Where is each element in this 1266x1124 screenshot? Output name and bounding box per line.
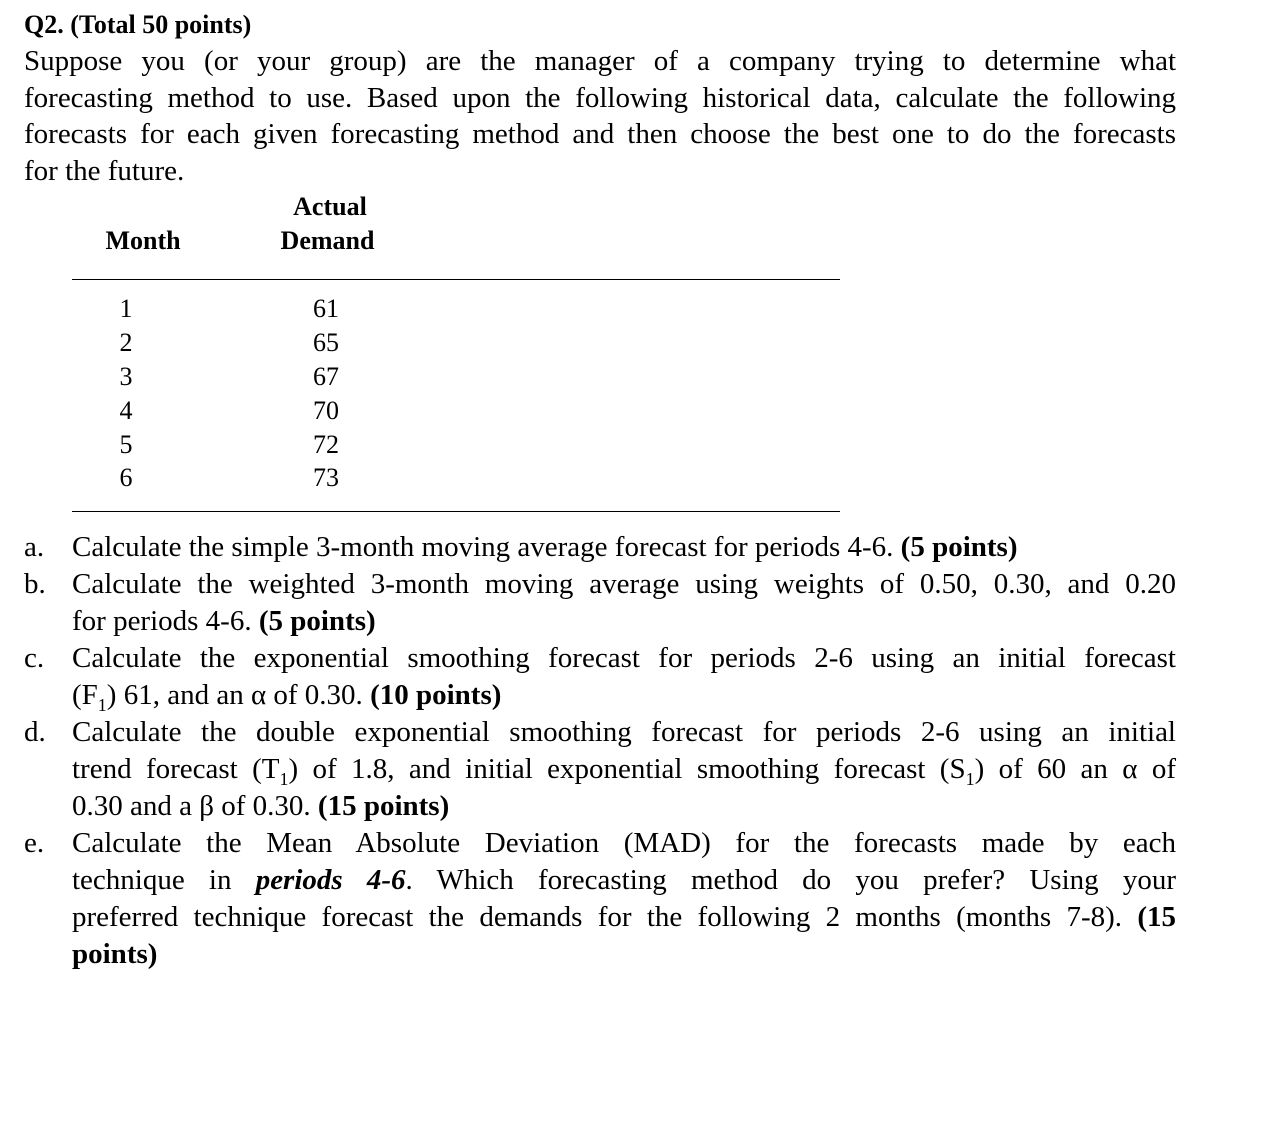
- part-e-line-1: Calculate the Mean Absolute Deviation (MAD) for the forecasts made by each: [72, 827, 1176, 859]
- intro-line-4: for the future.: [24, 154, 185, 187]
- part-letter: d.: [24, 716, 46, 748]
- part-d-line-1: Calculate the double exponential smoothing forecast for periods 2-6 using an initial: [72, 716, 1176, 748]
- demand-cell: 61: [313, 294, 339, 323]
- part-b-line-1: Calculate the weighted 3-month moving average using weights of 0.50, 0.30, and 0.20: [72, 568, 1176, 600]
- part-letter: a.: [24, 531, 45, 563]
- question-parts: [24, 529, 1176, 973]
- question-intro: [24, 43, 1176, 189]
- part-b-points: (5 points): [258, 605, 376, 637]
- month-cell: 4: [119, 396, 133, 425]
- demand-cell: 65: [313, 328, 339, 357]
- part-d: d. Calculate the double exponential smoothing forecast for periods 2-6 using an initial trend forecast $(T_1)$ of 1.8, and initial exponential smoothing forecast $(S_1)$ of 60 an α of 0.30 and a β of 0.30. (15 points): [24, 716, 1177, 822]
- month-cell: 1: [119, 294, 133, 323]
- month-cell: 2: [119, 328, 133, 357]
- part-letter: e.: [24, 827, 45, 859]
- part-letter: b.: [24, 568, 46, 600]
- part-a: [24, 529, 1176, 566]
- demand-cell: 70: [313, 396, 339, 425]
- demand-cell: 72: [313, 430, 339, 459]
- part-b-line-2: for periods 4-6.: [72, 605, 252, 637]
- part-d-points: (15 points): [317, 790, 450, 822]
- table-top-rule: [72, 279, 840, 280]
- demand-cell: 67: [313, 362, 339, 391]
- part-c-points: (10 points): [370, 679, 502, 711]
- month-cell: 3: [119, 362, 133, 391]
- month-header: Month: [105, 226, 181, 255]
- part-d-line-3: 0.30 and a β of 0.30.: [72, 790, 311, 822]
- part-b: [24, 566, 1176, 640]
- table-bottom-rule: [72, 511, 840, 512]
- intro-line-1: Suppose you (or your group) are the manager of a company trying to determine what: [24, 45, 1176, 77]
- month-cell: 6: [119, 463, 133, 492]
- part-e: e. Calculate the Mean Absolute Deviation (MAD) for the forecasts made by each technique in periods 4-6. Which forecasting method do you prefer? Using your preferred technique forecast the demands for the following 2 months (months 7-8). (15 points): [24, 827, 1177, 970]
- part-e-points: (15: [1137, 901, 1177, 933]
- part-c: c. Calculate the exponential smoothing forecast for periods 2-6 using an initial forecast $(F_1)$ 61, and an α of 0.30. (10 points): [24, 642, 1176, 715]
- question-heading: Q2. (Total 50 points): [24, 10, 252, 39]
- part-c-line-1: Calculate the exponential smoothing forecast for periods 2-6 using an initial forecast: [72, 642, 1176, 674]
- part-a-points: (5 points): [900, 531, 1018, 563]
- demand-header-bottom: Demand: [280, 226, 375, 255]
- demand-cell: 73: [313, 463, 339, 492]
- demand-header-top: Actual: [293, 192, 367, 221]
- month-cell: 5: [119, 430, 133, 459]
- part-a-text: Calculate the simple 3-month moving average forecast for periods 4-6.: [72, 531, 894, 563]
- part-e-emphasis: periods 4-6: [255, 864, 406, 896]
- part-letter: c.: [24, 642, 45, 674]
- intro-line-3: forecasts for each given forecasting method and then choose the best one to do the forecasts: [24, 118, 1176, 150]
- intro-line-2: forecasting method to use. Based upon the following historical data, calculate the following: [24, 81, 1176, 114]
